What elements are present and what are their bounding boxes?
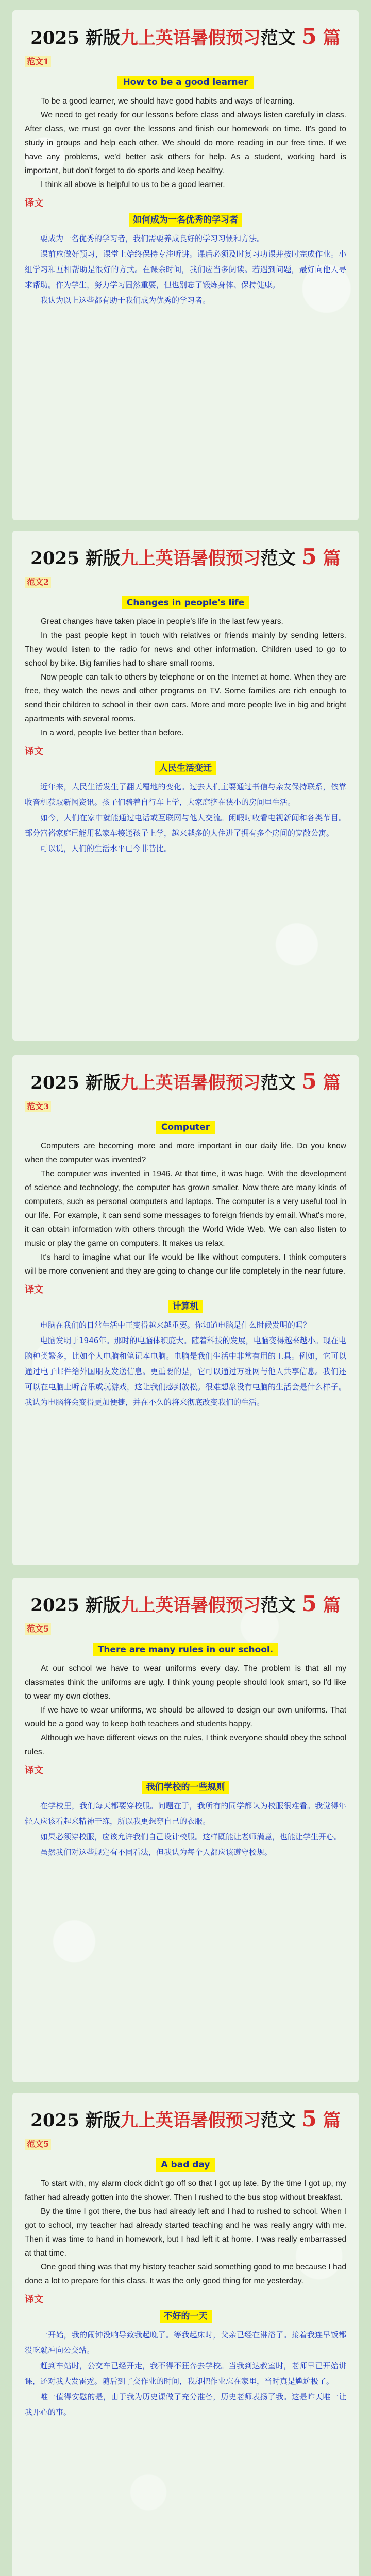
english-paragraph: One good thing was that my history teacher said something good to me because I had done a lot to prepare for this class. It was the only good thing for me yesterday. bbox=[25, 2263, 346, 2285]
essay-title bbox=[25, 2158, 346, 2172]
card-title-number: 5 bbox=[301, 544, 317, 569]
english-paragraph: To be a good learner, we should have good habits and ways of learning. bbox=[41, 97, 295, 106]
essay-title bbox=[25, 1121, 346, 1134]
translation-label: 译文 bbox=[25, 1284, 43, 1295]
translation-title-text: 我们学校的一些规则 bbox=[142, 1781, 229, 1794]
card-title-number: 5 bbox=[301, 1069, 317, 1094]
card-title-middle: 范文 bbox=[260, 2110, 296, 2131]
translation-title-text: 不好的一天 bbox=[160, 2310, 212, 2323]
card-title-highlight: 九上英语暑假预习 bbox=[120, 548, 261, 569]
essay-number-tag: 范文5 bbox=[25, 1623, 51, 1635]
essay-title-text: A bad day bbox=[156, 2158, 215, 2172]
chinese-paragraph: 赶到车站时，公交车已经开走，我不得不狂奔去学校。当我到达教室时，老师早已开始讲课，还对我大发雷霆。随后到了交作业的时间，我却把作业忘在家里，当时真是尴尬极了。 bbox=[25, 2361, 346, 2386]
chinese-paragraph: 要成为一名优秀的学习者，我们需要养成良好的学习习惯和方法。 bbox=[40, 234, 265, 243]
english-paragraph: I think all above is helpful to us to be a good learner. bbox=[41, 180, 225, 189]
chinese-paragraph: 在学校里，我们每天都要穿校服。问题在于，我所有的同学都认为校服很难看。我觉得年轻人应该看起来精神干练，所以我更想穿自己的衣服。 bbox=[25, 1801, 346, 1826]
chinese-paragraph: 唯一值得安慰的是，由于我为历史课做了充分准备，历史老师表扬了我。这是昨天唯一让我开心的事。 bbox=[25, 2392, 346, 2417]
card-title-number: 5 bbox=[301, 1591, 317, 1616]
card-title bbox=[25, 24, 346, 51]
card-title-suffix: 篇 bbox=[323, 1595, 341, 1616]
translation-title bbox=[25, 1781, 346, 1794]
card-title-highlight: 九上英语暑假预习 bbox=[120, 28, 261, 48]
card-title bbox=[25, 1069, 346, 1096]
english-paragraph: In a word, people live better than before. bbox=[41, 728, 184, 737]
card-title-highlight: 九上英语暑假预习 bbox=[120, 1595, 261, 1616]
translation-label: 译文 bbox=[25, 746, 43, 757]
chinese-paragraph: 一开始，我的闹钟没响导致我起晚了。等我起床时，父亲已经在淋浴了。接着我连早饭都没吃就冲向公交站。 bbox=[25, 2330, 346, 2355]
card-title-middle: 范文 bbox=[260, 28, 296, 48]
card-title-number: 5 bbox=[301, 2106, 317, 2131]
essay-card bbox=[12, 1578, 359, 2082]
translation-title bbox=[25, 213, 346, 227]
essay-title-text: Changes in people's life bbox=[122, 596, 249, 609]
chinese-paragraph: 电脑发明于1946年。那时的电脑体积庞大。随着科技的发展，电脑变得越来越小。现在电脑种类繁多，比如个人电脑和笔记本电脑。电脑是我们生活中非常有用的工具。例如，它可以通过电子邮件给外国朋友发送信息。更重要的是，它可以通过万维网与他人共享信息。我们还可以在电脑上听音乐或玩游戏，这让我们感到放松。很难想象没有电脑的生活会是什么样子。我认为电脑将会变得更加便捷，并在不久的将来彻底改变我们的生活。 bbox=[25, 1336, 346, 1407]
english-paragraph: It's hard to imagine what our life would be like without computers. I think computers will be more convenient and they are going to change our life completely in the near future. bbox=[25, 1253, 346, 1276]
chinese-paragraph: 课前应做好预习，课堂上始终保持专注听讲。课后必须及时复习功课并按时完成作业。小组学习和互相帮助是很好的方式。在课余时间，我们应当多阅读。若遇到问题，最好向他人寻求帮助。作为学生，努力学习固然重要，但也别忘了锻炼身体、保持健康。 bbox=[25, 249, 346, 290]
translation-title bbox=[25, 1300, 346, 1313]
chinese-paragraph: 如今，人们在家中就能通过电话或互联网与他人交流。闲暇时收看电视新闻和各类节目。部分富裕家庭已能用私家车接送孩子上学，越来越多的人住进了拥有多个房间的宽敞公寓。 bbox=[25, 813, 346, 838]
translation-title-text: 人民生活变迁 bbox=[155, 761, 216, 775]
translation-label: 译文 bbox=[25, 2294, 43, 2305]
essay-card bbox=[12, 2093, 359, 2576]
english-paragraph: The computer was invented in 1946. At that time, it was huge. With the development of science and technology, the computer has grown smaller. Now there are many kinds of computers, such as personal computers and laptops. The computer is a very useful tool in our life. For example, it can send some messages to foreign friends by email. What's more, it can obtain information with others through the World Wide Web. We can also listen to music or play the game on computers. It makes us relax. bbox=[25, 1170, 346, 1248]
essay-title-text: How to be a good learner bbox=[117, 76, 253, 89]
chinese-paragraph: 我认为以上这些都有助于我们成为优秀的学习者。 bbox=[40, 296, 211, 305]
card-title-suffix: 篇 bbox=[323, 28, 341, 48]
translation-title bbox=[25, 2310, 346, 2323]
english-paragraph: If we have to wear uniforms, we should be allowed to design our own uniforms. That would be a good way to keep both teachers and students happy. bbox=[25, 1706, 346, 1728]
essay-title bbox=[25, 76, 346, 89]
chinese-paragraph: 近年来，人民生活发生了翻天覆地的变化。过去人们主要通过书信与亲友保持联系，依靠收音机获取新闻资讯。孩子们骑着自行车上学，大家庭挤在狭小的房间里生活。 bbox=[25, 782, 346, 807]
english-paragraph: By the time I got there, the bus had already left and I had to rushed to school. When I got to school, my teacher had already started teaching and he was really angry with me. Then it was time to hand in homework, but I had left it at home. I was really embarrassed at that time. bbox=[25, 2207, 346, 2258]
card-title-suffix: 篇 bbox=[323, 1073, 341, 1093]
english-paragraph: Although we have different views on the rules, I think everyone should obey the school rules. bbox=[25, 1734, 346, 1756]
chinese-paragraph: 可以说，人们的生活水平已今非昔比。 bbox=[40, 844, 172, 853]
essay-number-tag: 范文2 bbox=[25, 577, 51, 588]
essay-title-text: Computer bbox=[156, 1121, 215, 1134]
essay-title-text: There are many rules in our school. bbox=[93, 1643, 278, 1656]
card-title-prefix: 2025 新版 bbox=[30, 2110, 121, 2131]
essay-title bbox=[25, 596, 346, 609]
translation-title-text: 如何成为一名优秀的学习者 bbox=[129, 213, 242, 227]
english-paragraph: Now people can talk to others by telephone or on the Internet at home. When they are free, they watch the news and other programs on TV. Some families are rich enough to send their children to school in their own cars. More and more people live in big and bright apartments with several rooms. bbox=[25, 673, 346, 723]
card-title-suffix: 篇 bbox=[323, 548, 341, 569]
card-title-prefix: 2025 新版 bbox=[30, 28, 121, 48]
card-title-prefix: 2025 新版 bbox=[30, 548, 121, 569]
card-title bbox=[25, 544, 346, 571]
essay-number-tag: 范文5 bbox=[25, 2139, 51, 2150]
chinese-paragraph: 电脑在我们的日常生活中正变得越来越重要。你知道电脑是什么时候发明的吗？ bbox=[40, 1320, 311, 1330]
essay-card bbox=[12, 10, 359, 520]
english-paragraph: To start with, my alarm clock didn't go off so that I got up late. By the time I got up, my father had already gotten into the shower. Then I rushed to the bus stop without breakfast. bbox=[25, 2179, 346, 2202]
english-paragraph: At our school we have to wear uniforms every day. The problem is that all my classmates think the uniforms are ugly. I think young people should look smart, so I'd like to wear my own clothes. bbox=[25, 1664, 346, 1701]
card-title-highlight: 九上英语暑假预习 bbox=[120, 2110, 261, 2131]
english-paragraph: Great changes have taken place in people's life in the last few years. bbox=[41, 617, 283, 626]
card-title-middle: 范文 bbox=[260, 548, 296, 569]
chinese-paragraph: 如果必须穿校服，应该允许我们自己设计校服。这样既能让老师满意，也能让学生开心。 bbox=[40, 1832, 342, 1841]
card-title-prefix: 2025 新版 bbox=[30, 1073, 121, 1093]
essay-title bbox=[25, 1643, 346, 1656]
card-title-prefix: 2025 新版 bbox=[30, 1595, 121, 1616]
card-title-middle: 范文 bbox=[260, 1595, 296, 1616]
essay-number-tag: 范文3 bbox=[25, 1101, 51, 1112]
english-paragraph: Computers are becoming more and more important in our daily life. Do you know when the computer was invented? bbox=[25, 1142, 346, 1164]
translation-label: 译文 bbox=[25, 198, 43, 209]
chinese-paragraph: 虽然我们对这些规定有不同看法，但我认为每个人都应该遵守校规。 bbox=[40, 1848, 273, 1857]
card-title bbox=[25, 2106, 346, 2133]
essay-number-tag: 范文1 bbox=[25, 56, 51, 67]
english-paragraph: In the past people kept in touch with relatives or friends mainly by sending letters. They would listen to the radio for news and other information. Children used to go to school by bike. Big families had to share small rooms. bbox=[25, 631, 346, 668]
essay-card bbox=[12, 531, 359, 1041]
card-title-highlight: 九上英语暑假预习 bbox=[120, 1073, 261, 1093]
translation-label: 译文 bbox=[25, 1765, 43, 1776]
translation-title bbox=[25, 761, 346, 775]
card-title-number: 5 bbox=[301, 24, 317, 49]
card-title bbox=[25, 1591, 346, 1618]
essay-card bbox=[12, 1055, 359, 1565]
translation-title-text: 计算机 bbox=[168, 1300, 203, 1313]
card-title-middle: 范文 bbox=[260, 1073, 296, 1093]
card-title-suffix: 篇 bbox=[323, 2110, 341, 2131]
english-paragraph: We need to get ready for our lessons before class and always listen carefully in class. After class, we must go over the lessons and finish our homework on time. It's good to study in groups and help each other. We should do more reading in our free time. If we have any problems, we'd better ask others for help. As a student, working hard is important, but don't forget to do sports and keep healthy. bbox=[25, 111, 346, 175]
